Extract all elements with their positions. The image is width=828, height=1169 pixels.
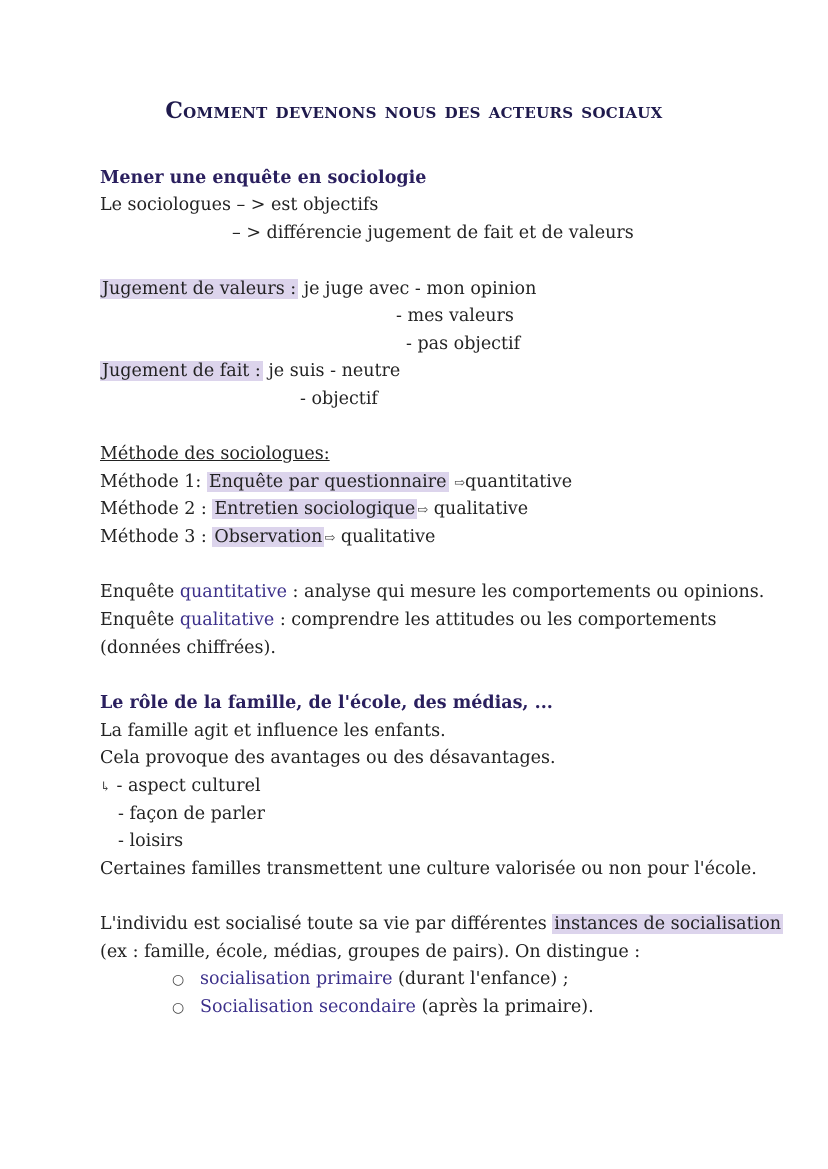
term-quantitative: quantitative bbox=[179, 582, 287, 602]
instances-highlight: instances de socialisation bbox=[554, 914, 782, 934]
socialisation-line-2: (ex : famille, école, médias, groupes de pairs). On distingue : bbox=[100, 942, 641, 962]
jugement-fait-text: je suis - neutre bbox=[262, 361, 401, 381]
socialisation-line-1 bbox=[100, 913, 783, 935]
famille-bullet-1-text: - aspect culturel bbox=[110, 776, 261, 796]
methode-2-highlight: Entretien sociologique bbox=[214, 499, 416, 519]
sociologues-line-1: Le sociologues – > est objectifs bbox=[100, 195, 379, 215]
methodes-heading: Méthode des sociologues: bbox=[100, 444, 330, 464]
methode-1-suffix: quantitative bbox=[465, 472, 573, 492]
primaire-text: (durant l'enfance) ; bbox=[392, 969, 569, 989]
famille-line-2: Cela provoque des avantages ou des désavantages. bbox=[100, 748, 556, 768]
methode-1 bbox=[100, 471, 572, 495]
jugement-valeurs-line bbox=[100, 278, 536, 300]
socialisation-line-1-prefix: L'individu est socialisé toute sa vie par différentes bbox=[100, 914, 553, 934]
jugement-valeurs-item-2: - mes valeurs bbox=[396, 306, 514, 326]
term-socialisation-primaire: socialisation primaire bbox=[200, 969, 393, 989]
return-arrow-icon: ↳ bbox=[100, 780, 111, 795]
circle-bullet-icon: ○ bbox=[172, 972, 185, 988]
page-title: Comment devenons nous des acteurs sociaux bbox=[165, 98, 663, 124]
famille-bullet-3: - loisirs bbox=[118, 831, 184, 851]
famille-bullet-1 bbox=[100, 775, 261, 799]
list-item-secondaire bbox=[172, 996, 594, 1019]
term-qualitative: qualitative bbox=[179, 610, 275, 630]
enquete-quali-suffix: : comprendre les attitudes ou les comportements bbox=[274, 610, 717, 630]
methode-3-suffix: qualitative bbox=[335, 527, 436, 547]
methode-3-prefix: Méthode 3 : bbox=[100, 527, 213, 547]
arrow-icon: ⇨ bbox=[454, 476, 465, 491]
methode-1-prefix: Méthode 1: bbox=[100, 472, 207, 492]
jugement-valeurs-text: je juge avec - mon opinion bbox=[298, 279, 537, 299]
methode-3 bbox=[100, 526, 435, 550]
famille-line-1: La famille agit et influence les enfants. bbox=[100, 721, 446, 741]
circle-bullet-icon: ○ bbox=[172, 1000, 185, 1016]
jugement-fait-item-2: - objectif bbox=[300, 389, 378, 409]
methode-3-highlight: Observation bbox=[214, 527, 323, 547]
term-socialisation-secondaire: Socialisation secondaire bbox=[200, 997, 416, 1017]
jugement-valeurs-item-3: - pas objectif bbox=[406, 334, 521, 354]
enquete-quali-prefix: Enquête bbox=[100, 610, 180, 630]
secondaire-text: (après la primaire). bbox=[415, 997, 594, 1017]
methode-2 bbox=[100, 498, 528, 522]
enquete-quantitative bbox=[100, 581, 764, 603]
enquete-quanti-prefix: Enquête bbox=[100, 582, 180, 602]
jugement-fait-line bbox=[100, 360, 400, 382]
sociologues-line-2: – > différencie jugement de fait et de valeurs bbox=[232, 223, 634, 243]
enquete-quanti-suffix: : analyse qui mesure les comportements ou opinions. bbox=[286, 582, 765, 602]
methode-2-suffix: qualitative bbox=[428, 499, 529, 519]
famille-line-3: Certaines familles transmettent une culture valorisée ou non pour l'école. bbox=[100, 859, 757, 879]
list-item-primaire bbox=[172, 968, 569, 991]
jugement-fait-label: Jugement de fait : bbox=[102, 361, 261, 381]
methode-2-prefix: Méthode 2 : bbox=[100, 499, 213, 519]
section-heading-enquete: Mener une enquête en sociologie bbox=[100, 168, 427, 188]
section-heading-role: Le rôle de la famille, de l'école, des médias, ... bbox=[100, 693, 553, 713]
arrow-icon: ⇨ bbox=[417, 503, 429, 518]
enquete-qualitative bbox=[100, 609, 716, 631]
arrow-icon: ⇨ bbox=[324, 531, 336, 546]
jugement-valeurs-label: Jugement de valeurs : bbox=[102, 279, 297, 299]
methode-1-highlight: Enquête par questionnaire bbox=[208, 472, 447, 492]
enquete-qualitative-line-2: (données chiffrées). bbox=[100, 638, 276, 658]
famille-bullet-2: - façon de parler bbox=[118, 804, 265, 824]
